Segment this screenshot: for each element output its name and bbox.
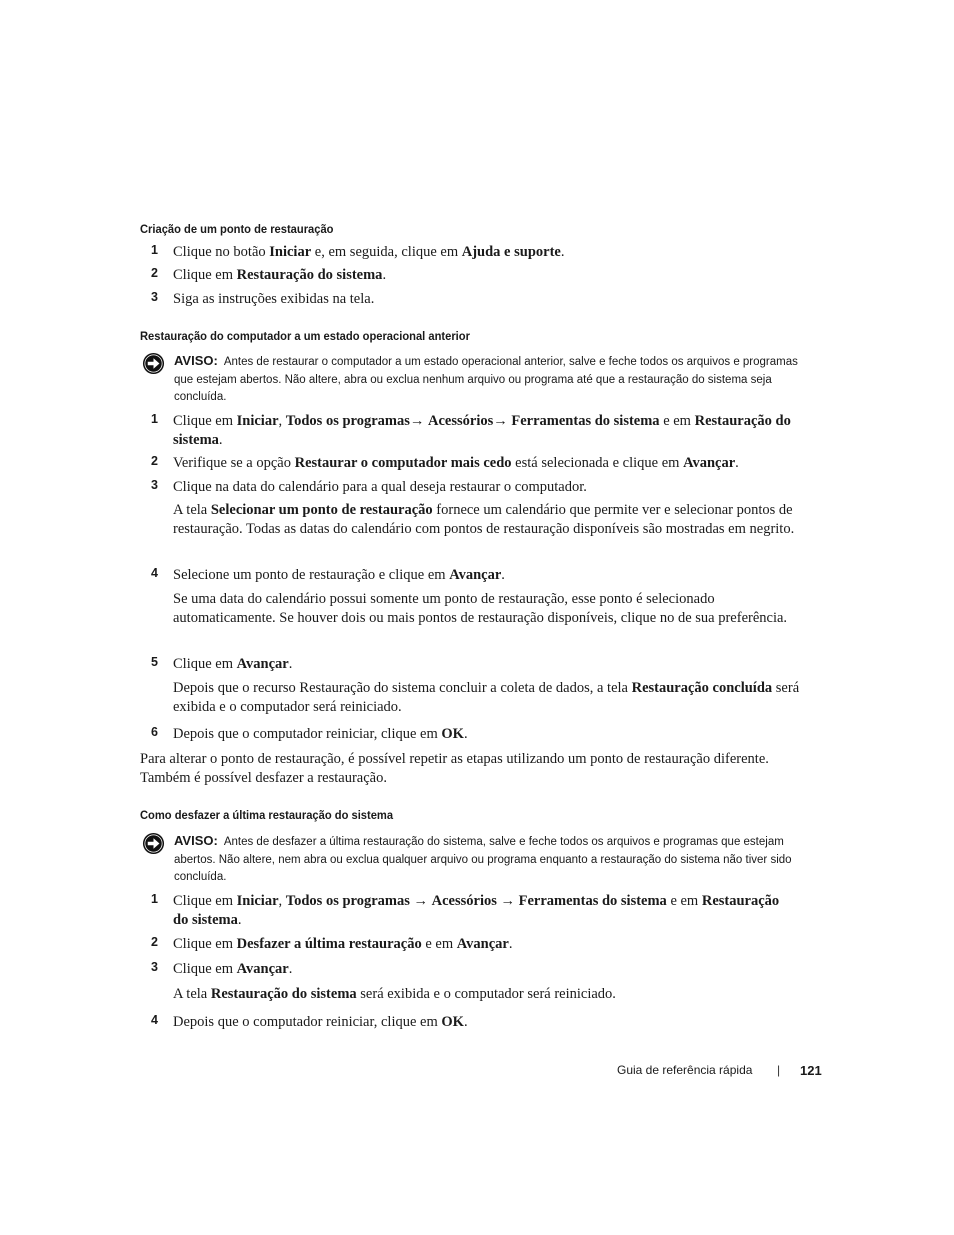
step-number: 4 — [151, 566, 158, 580]
step-detail: A tela Restauração do sistema será exibida e o computador será reiniciado. — [173, 986, 616, 1002]
footer-title: Guia de referência rápida — [617, 1063, 753, 1077]
section-heading-restore-computer: Restauração do computador a um estado operacional anterior — [140, 329, 470, 343]
step-text: Depois que o computador reiniciar, clique em OK. — [173, 726, 468, 742]
notice-label: AVISO: — [174, 833, 218, 848]
step-text: Clique em Iniciar, Todos os programas→ Acessórios→ Ferramentas do sistema e em Restauração do sistema. — [173, 413, 791, 448]
section-heading-undo-restore: Como desfazer a última restauração do sistema — [140, 808, 394, 822]
step-text: Clique em Iniciar, Todos os programas → Acessórios → Ferramentas do sistema e em Restauração do sistema. — [173, 893, 780, 928]
notice-arrow-icon — [142, 832, 165, 855]
notice-text: AVISO: Antes de restaurar o computador a um estado operacional anterior, salve e feche todos os arquivos e programas que estejam abertos. Não altere, abra ou exclua nenhum arquivo ou programa até que a restauração do sistema seja concluída. — [174, 353, 798, 403]
step-number: 2 — [151, 266, 158, 280]
step-text: Selecione um ponto de restauração e clique em Avançar. — [173, 567, 505, 583]
step-text: Clique em Restauração do sistema. — [173, 267, 387, 283]
closing-paragraph: Para alterar o ponto de restauração, é possível repetir as etapas utilizando um ponto de restauração diferente. Também é possível desfazer a restauração. — [140, 751, 769, 786]
step-text: Siga as instruções exibidas na tela. — [173, 291, 375, 307]
step-number: 3 — [151, 290, 158, 304]
step-text: Clique na data do calendário para a qual deseja restaurar o computador. — [173, 479, 587, 495]
step-text: Depois que o computador reiniciar, clique em OK. — [173, 1014, 468, 1030]
step-text: Verifique se a opção Restaurar o computador mais cedo está selecionada e clique em Avançar. — [173, 455, 739, 471]
step-text: Clique em Avançar. — [173, 961, 293, 977]
step-detail: Se uma data do calendário possui somente um ponto de restauração, esse ponto é selecionado automaticamente. Se houver dois ou mais pontos de restauração disponíveis, clique no de sua preferência. — [173, 591, 788, 626]
footer-separator: | — [777, 1063, 781, 1077]
step-number: 3 — [151, 478, 158, 492]
step-number: 1 — [151, 243, 158, 257]
notice-arrow-icon — [142, 352, 165, 375]
step-number: 4 — [151, 1013, 158, 1027]
notice-label: AVISO: — [174, 353, 218, 368]
step-number: 6 — [151, 725, 158, 739]
step-detail: Depois que o recurso Restauração do sistema concluir a coleta de dados, a tela Restauração concluída será exibida e o computador será reiniciado. — [173, 680, 800, 715]
step-number: 3 — [151, 960, 158, 974]
step-text: Clique em Desfazer a última restauração e em Avançar. — [173, 936, 513, 952]
step-number: 2 — [151, 935, 158, 949]
step-number: 2 — [151, 454, 158, 468]
step-detail: A tela Selecionar um ponto de restauração fornece um calendário que permite ver e selecionar pontos de restauração. Todas as datas do calendário com pontos de restauração disponíveis são mostradas em negrito. — [173, 502, 795, 537]
step-number: 1 — [151, 412, 158, 426]
step-text: Clique em Avançar. — [173, 656, 293, 672]
page-number: 121 — [800, 1063, 822, 1078]
step-number: 1 — [151, 892, 158, 906]
step-text: Clique no botão Iniciar e, em seguida, clique em Ajuda e suporte. — [173, 244, 565, 260]
step-number: 5 — [151, 655, 158, 669]
notice-text: AVISO: Antes de desfazer a última restauração do sistema, salve e feche todos os arquivos e programas que estejam abertos. Não altere, nem abra ou exclua qualquer arquivo ou programa enquanto a restauração do sistema não tiver sido concluída. — [174, 833, 792, 883]
section-heading-create-restore-point: Criação de um ponto de restauração — [140, 222, 334, 236]
